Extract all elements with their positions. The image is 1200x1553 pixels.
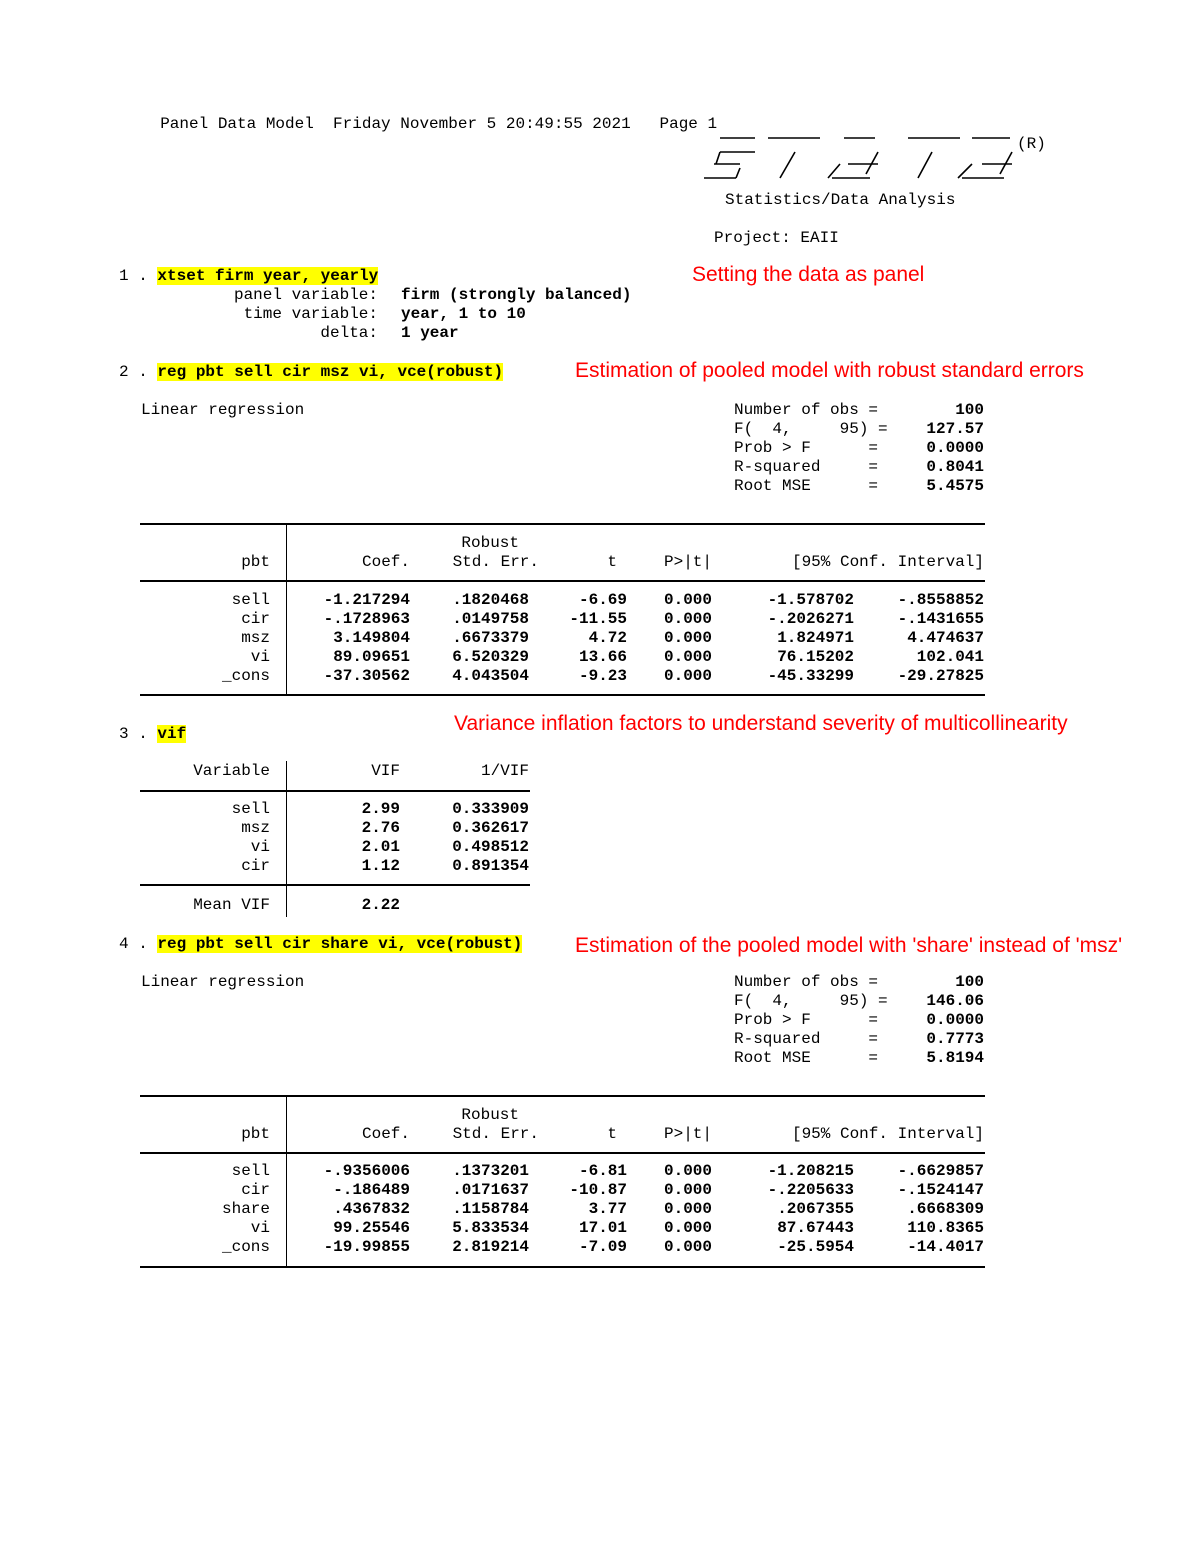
table-rule bbox=[140, 1152, 985, 1154]
row-ci-high: -.1524147 bbox=[897, 1181, 984, 1199]
stat-label: Prob > F = bbox=[734, 1011, 879, 1029]
row-p: 0.000 bbox=[663, 1200, 712, 1218]
row-ci-low: -.2026271 bbox=[767, 610, 854, 628]
row-se: 4.043504 bbox=[452, 667, 529, 685]
command-text: reg pbt sell cir share vi, vce(robust) bbox=[157, 935, 523, 953]
stat-label: Prob > F = bbox=[734, 439, 879, 457]
row-coef: 99.25546 bbox=[333, 1219, 410, 1237]
model-type: Linear regression bbox=[141, 973, 305, 991]
page-header bbox=[141, 96, 717, 134]
row-t: -6.69 bbox=[578, 591, 627, 609]
row-ci-high: 4.474637 bbox=[907, 629, 984, 647]
row-coef: 89.09651 bbox=[333, 648, 410, 666]
row-ci-low: 76.15202 bbox=[777, 648, 854, 666]
row-vif: 2.76 bbox=[361, 819, 400, 837]
header-ci: [95% Conf. Interval] bbox=[791, 1125, 984, 1143]
row-t: 3.77 bbox=[588, 1200, 627, 1218]
row-inv-vif: 0.333909 bbox=[452, 800, 529, 818]
stat-label: Root MSE = bbox=[734, 477, 879, 495]
row-ci-low: -45.33299 bbox=[767, 667, 854, 685]
header-p: P>|t| bbox=[663, 553, 712, 571]
row-ci-low: -1.578702 bbox=[767, 591, 854, 609]
row-coef: -.1728963 bbox=[323, 610, 410, 628]
row-ci-high: 110.8365 bbox=[907, 1219, 984, 1237]
row-ci-high: -14.4017 bbox=[907, 1238, 984, 1256]
command-4 bbox=[119, 935, 522, 954]
stat-value: 0.8041 bbox=[926, 458, 984, 476]
command-number: 2 . bbox=[119, 363, 148, 381]
header-coef: Coef. bbox=[361, 1125, 410, 1143]
stat-label: F( 4, 95) = bbox=[734, 992, 888, 1010]
time-variable-value: year, 1 to 10 bbox=[401, 305, 526, 323]
panel-variable-label: panel variable: bbox=[233, 286, 378, 304]
row-ci-high: -.6629857 bbox=[897, 1162, 984, 1180]
row-inv-vif: 0.891354 bbox=[452, 857, 529, 875]
model-type: Linear regression bbox=[141, 401, 305, 419]
stat-value: 0.7773 bbox=[926, 1030, 984, 1048]
stat-label: Root MSE = bbox=[734, 1049, 879, 1067]
row-se: .0171637 bbox=[452, 1181, 529, 1199]
row-vif: 1.12 bbox=[361, 857, 400, 875]
stat-value: 146.06 bbox=[926, 992, 984, 1010]
header-ci: [95% Conf. Interval] bbox=[791, 553, 984, 571]
table-divider bbox=[286, 1096, 287, 1268]
command-2 bbox=[119, 363, 503, 382]
row-inv-vif: 0.498512 bbox=[452, 838, 529, 856]
row-t: 4.72 bbox=[588, 629, 627, 647]
header-robust: Robust bbox=[461, 534, 519, 552]
delta-value: 1 year bbox=[401, 324, 459, 342]
row-p: 0.000 bbox=[663, 667, 712, 685]
stat-label: R-squared = bbox=[734, 1030, 879, 1048]
row-ci-low: .2067355 bbox=[777, 1200, 854, 1218]
row-t: 17.01 bbox=[578, 1219, 627, 1237]
row-ci-high: -.1431655 bbox=[897, 610, 984, 628]
row-se: .0149758 bbox=[452, 610, 529, 628]
row-coef: -.186489 bbox=[333, 1181, 410, 1199]
row-coef: .4367832 bbox=[333, 1200, 410, 1218]
annotation-3: Variance inflation factors to understand severity of multicollinearity bbox=[454, 712, 1068, 735]
row-p: 0.000 bbox=[663, 1162, 712, 1180]
row-ci-high: -.8558852 bbox=[897, 591, 984, 609]
row-t: -7.09 bbox=[578, 1238, 627, 1256]
row-var: vi bbox=[250, 838, 270, 856]
table-rule bbox=[140, 884, 530, 886]
command-number: 3 . bbox=[119, 725, 148, 743]
row-vif: 2.99 bbox=[361, 800, 400, 818]
row-p: 0.000 bbox=[663, 648, 712, 666]
header-t: t bbox=[607, 1125, 617, 1143]
row-var: share bbox=[221, 1200, 270, 1218]
panel-variable-value: firm (strongly balanced) bbox=[401, 286, 632, 304]
annotation-4: Estimation of the pooled model with 'share' instead of 'msz' bbox=[575, 934, 1123, 957]
stat-label: F( 4, 95) = bbox=[734, 420, 888, 438]
table-rule bbox=[140, 523, 985, 525]
stat-value: 127.57 bbox=[926, 420, 984, 438]
header-se: Std. Err. bbox=[452, 553, 539, 571]
row-var: vi bbox=[250, 1219, 270, 1237]
row-var: sell bbox=[231, 800, 270, 818]
row-t: -10.87 bbox=[569, 1181, 627, 1199]
stat-value: 0.0000 bbox=[926, 439, 984, 457]
row-ci-low: 1.824971 bbox=[777, 629, 854, 647]
row-ci-low: -1.208215 bbox=[767, 1162, 854, 1180]
delta-label: delta: bbox=[320, 324, 378, 342]
row-ci-low: -25.5954 bbox=[777, 1238, 854, 1256]
row-var: msz bbox=[241, 819, 270, 837]
project-name: Project: EAII bbox=[714, 229, 839, 247]
header-depvar: pbt bbox=[241, 1125, 270, 1143]
row-var: cir bbox=[241, 1181, 270, 1199]
row-coef: -.9356006 bbox=[323, 1162, 410, 1180]
row-se: .6673379 bbox=[452, 629, 529, 647]
row-ci-high: .6668309 bbox=[907, 1200, 984, 1218]
row-var: vi bbox=[250, 648, 270, 666]
stat-value: 5.4575 bbox=[926, 477, 984, 495]
row-ci-high: 102.041 bbox=[916, 648, 984, 666]
row-p: 0.000 bbox=[663, 629, 712, 647]
row-p: 0.000 bbox=[663, 591, 712, 609]
table-rule bbox=[140, 1095, 985, 1097]
row-ci-low: -.2205633 bbox=[767, 1181, 854, 1199]
row-se: 5.833534 bbox=[452, 1219, 529, 1237]
row-var: _cons bbox=[221, 667, 270, 685]
stat-value: 100 bbox=[955, 973, 984, 991]
command-3 bbox=[119, 725, 186, 744]
table-divider bbox=[286, 524, 287, 696]
header-p: P>|t| bbox=[663, 1125, 712, 1143]
stata-subtitle: Statistics/Data Analysis bbox=[725, 191, 956, 209]
stat-label: R-squared = bbox=[734, 458, 879, 476]
stat-value: 100 bbox=[955, 401, 984, 419]
header-se: Std. Err. bbox=[452, 1125, 539, 1143]
table-rule bbox=[140, 580, 985, 582]
header-page: Page 1 bbox=[659, 115, 718, 133]
row-var: _cons bbox=[221, 1238, 270, 1256]
header-date: Friday November 5 20:49:55 2021 bbox=[333, 115, 631, 133]
header-depvar: pbt bbox=[241, 553, 270, 571]
row-var: sell bbox=[231, 1162, 270, 1180]
row-coef: 3.149804 bbox=[333, 629, 410, 647]
header-t: t bbox=[607, 553, 617, 571]
row-se: .1820468 bbox=[452, 591, 529, 609]
time-variable-label: time variable: bbox=[243, 305, 378, 323]
row-t: 13.66 bbox=[578, 648, 627, 666]
row-ci-high: -29.27825 bbox=[897, 667, 984, 685]
row-coef: -37.30562 bbox=[323, 667, 410, 685]
row-se: 2.819214 bbox=[452, 1238, 529, 1256]
row-var: cir bbox=[241, 610, 270, 628]
stat-label: Number of obs = bbox=[734, 401, 879, 419]
row-var: msz bbox=[241, 629, 270, 647]
command-1 bbox=[119, 267, 378, 286]
header-vif: VIF bbox=[371, 762, 400, 780]
command-text: xtset firm year, yearly bbox=[157, 267, 379, 285]
row-coef: -1.217294 bbox=[323, 591, 410, 609]
header-variable: Variable bbox=[193, 762, 270, 780]
mean-vif-label: Mean VIF bbox=[193, 896, 270, 914]
row-t: -11.55 bbox=[569, 610, 627, 628]
command-number: 1 . bbox=[119, 267, 148, 285]
header-title: Panel Data Model bbox=[160, 115, 314, 133]
mean-vif-value: 2.22 bbox=[361, 896, 400, 914]
table-divider bbox=[286, 761, 287, 917]
table-rule bbox=[140, 694, 985, 696]
stat-value: 5.8194 bbox=[926, 1049, 984, 1067]
stat-label: Number of obs = bbox=[734, 973, 879, 991]
header-robust: Robust bbox=[461, 1106, 519, 1124]
annotation-2: Estimation of pooled model with robust standard errors bbox=[575, 359, 1084, 382]
row-vif: 2.01 bbox=[361, 838, 400, 856]
header-coef: Coef. bbox=[361, 553, 410, 571]
row-var: cir bbox=[241, 857, 270, 875]
table-rule bbox=[140, 1266, 985, 1268]
row-coef: -19.99855 bbox=[323, 1238, 410, 1256]
stata-registered-mark: (R) bbox=[1017, 135, 1046, 153]
row-p: 0.000 bbox=[663, 1238, 712, 1256]
row-p: 0.000 bbox=[663, 610, 712, 628]
row-t: -9.23 bbox=[578, 667, 627, 685]
row-inv-vif: 0.362617 bbox=[452, 819, 529, 837]
row-t: -6.81 bbox=[578, 1162, 627, 1180]
annotation-1: Setting the data as panel bbox=[692, 263, 925, 286]
row-var: sell bbox=[231, 591, 270, 609]
command-text: vif bbox=[157, 725, 187, 743]
command-text: reg pbt sell cir msz vi, vce(robust) bbox=[157, 363, 504, 381]
stat-value: 0.0000 bbox=[926, 1011, 984, 1029]
header-inv-vif: 1/VIF bbox=[480, 762, 529, 780]
row-ci-low: 87.67443 bbox=[777, 1219, 854, 1237]
table-rule bbox=[140, 790, 530, 792]
row-p: 0.000 bbox=[663, 1219, 712, 1237]
row-se: .1158784 bbox=[452, 1200, 529, 1218]
row-se: 6.520329 bbox=[452, 648, 529, 666]
row-se: .1373201 bbox=[452, 1162, 529, 1180]
row-p: 0.000 bbox=[663, 1181, 712, 1199]
command-number: 4 . bbox=[119, 935, 148, 953]
